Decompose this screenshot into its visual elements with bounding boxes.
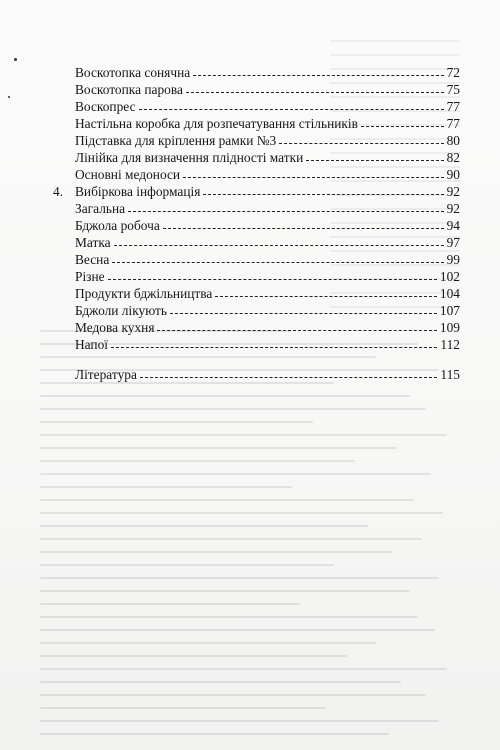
toc-entry-title: Загальна — [75, 201, 126, 216]
toc-entry[interactable] — [75, 63, 460, 81]
toc-entry-title: Вибіркова інформація — [75, 184, 201, 199]
toc-entry-title: Література — [75, 367, 137, 382]
toc-entry-title: Бджоли лікують — [75, 303, 168, 318]
toc-entry-title: Основні медоноси — [75, 167, 181, 182]
toc-entry-page: 104 — [439, 286, 460, 301]
toc-entry-page: 82 — [446, 150, 460, 165]
toc-entry[interactable] — [75, 148, 460, 166]
toc-leader — [193, 75, 443, 76]
toc-leader — [128, 211, 444, 212]
toc-entry[interactable] — [75, 335, 460, 353]
toc-leader — [183, 177, 444, 178]
toc-entry-page: 77 — [446, 99, 460, 114]
toc-entry-title: Різне — [75, 269, 105, 284]
toc-entry[interactable] — [75, 97, 460, 115]
toc-leader — [114, 245, 444, 246]
toc-entry-page: 72 — [446, 65, 460, 80]
toc-entry-title: Напої — [75, 337, 109, 352]
toc-leader — [203, 194, 443, 195]
toc-entry[interactable] — [75, 365, 460, 383]
toc-entry-page: 92 — [446, 184, 460, 199]
toc-entry-page: 94 — [446, 218, 460, 233]
toc-leader — [139, 109, 444, 110]
toc-entry[interactable] — [75, 267, 460, 285]
toc-entry-page: 97 — [446, 235, 460, 250]
toc-entry[interactable] — [75, 301, 460, 319]
toc-leader — [186, 92, 444, 93]
toc-entry-page: 107 — [439, 303, 460, 318]
toc-section-entry[interactable] — [53, 182, 460, 200]
toc-entry-page: 109 — [439, 320, 460, 335]
toc-entry-title: Лінійка для визначення плідності матки — [75, 150, 304, 165]
toc-entry-title: Воскотопка парова — [75, 82, 183, 97]
toc-leader — [112, 262, 443, 263]
toc-entry-page: 80 — [446, 133, 460, 148]
paper-speck — [8, 96, 10, 98]
toc-entry[interactable] — [75, 114, 460, 132]
toc-entry-page: 112 — [440, 337, 460, 352]
toc-entry[interactable] — [75, 233, 460, 251]
toc-entry[interactable] — [75, 199, 460, 217]
toc-entry-title: Продукти бджільництва — [75, 286, 213, 301]
toc-entry-page: 102 — [439, 269, 460, 284]
paper-speck — [14, 58, 17, 61]
toc-entry-page: 99 — [446, 252, 460, 267]
toc-entry-title: Воскотопка сонячна — [75, 65, 191, 80]
toc-leader — [306, 160, 443, 161]
toc-entry-title: Підставка для кріплення рамки №3 — [75, 133, 277, 148]
toc-entry-title: Настільна коробка для розпечатування стільників — [75, 116, 358, 131]
toc-entry[interactable] — [75, 318, 460, 336]
toc-entry[interactable] — [75, 284, 460, 302]
toc-entry-title: Воскопрес — [75, 99, 136, 114]
toc-entry-title: Весна — [75, 252, 110, 267]
toc-entry-title: Бджола робоча — [75, 218, 160, 233]
toc-leader — [163, 228, 444, 229]
toc-entry-page: 115 — [440, 367, 460, 382]
toc-leader — [361, 126, 444, 127]
toc-leader — [111, 347, 437, 348]
toc-leader — [157, 330, 436, 331]
toc-leader — [108, 279, 437, 280]
toc-entry[interactable] — [75, 131, 460, 149]
toc-entry[interactable] — [75, 216, 460, 234]
toc-entry-page: 77 — [446, 116, 460, 131]
toc-entry-page: 75 — [446, 82, 460, 97]
toc-entry[interactable] — [75, 250, 460, 268]
toc-entry-title: Матка — [75, 235, 111, 250]
bleed-through-text — [40, 330, 460, 730]
toc-leader — [140, 377, 438, 378]
toc-leader — [215, 296, 437, 297]
toc-entry[interactable] — [75, 80, 460, 98]
toc-leader — [279, 143, 443, 144]
toc-leader — [170, 313, 437, 314]
toc-entry-page: 92 — [446, 201, 460, 216]
toc-entry[interactable] — [75, 165, 460, 183]
toc-entry-page: 90 — [446, 167, 460, 182]
toc-section-number: 4. — [53, 184, 64, 199]
toc-entry-title: Медова кухня — [75, 320, 155, 335]
